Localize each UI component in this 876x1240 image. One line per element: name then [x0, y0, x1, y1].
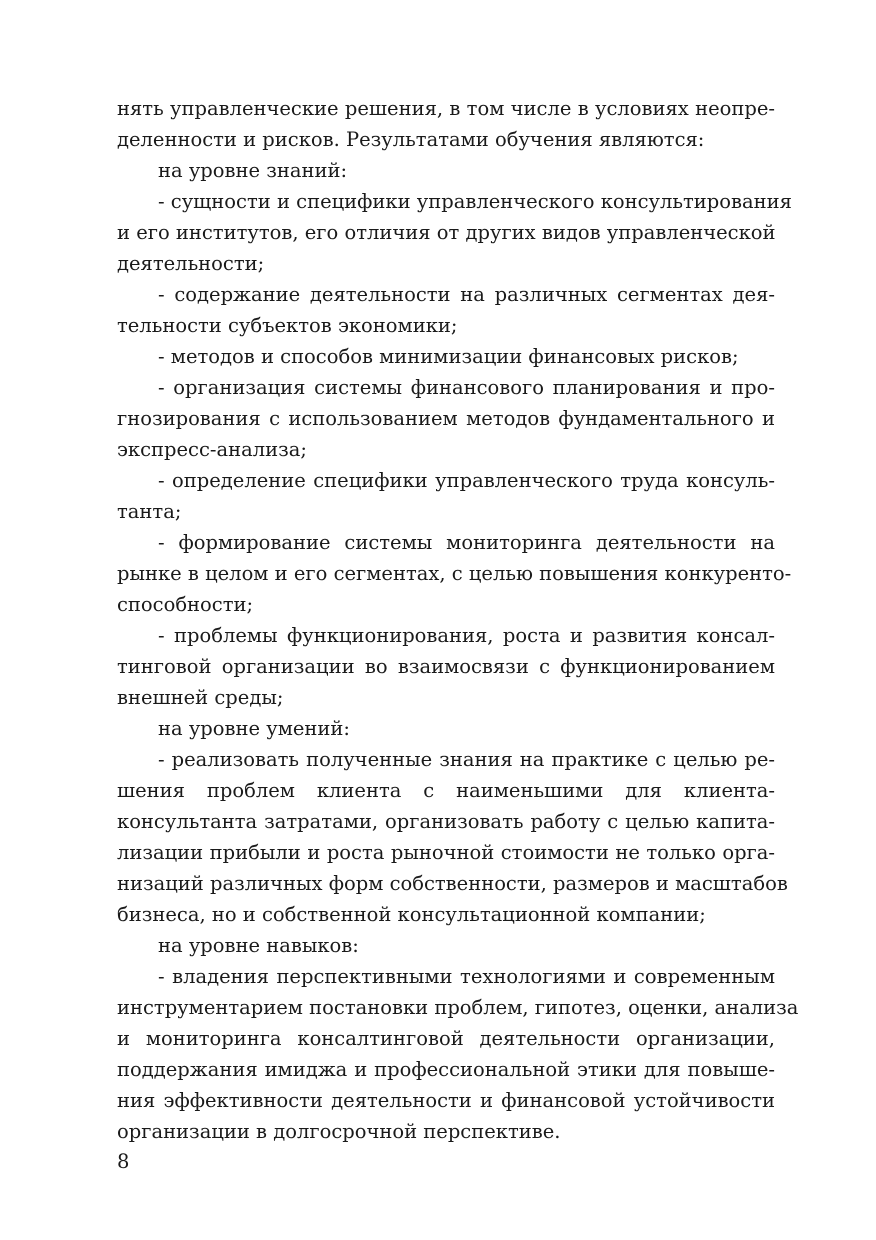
section-heading-skills: на уровне умений: [158, 717, 350, 740]
section-heading-abilities: на уровне навыков: [158, 934, 359, 957]
text-line: организации в долгосрочной перспективе. [117, 1120, 561, 1143]
text-line: шения проблем клиента с наименьшими для клиента- [117, 779, 775, 802]
text-line: низаций различных форм собственности, размеров и масштабов [117, 872, 788, 895]
text-line: рынке в целом и его сегментах, с целью повышения конкуренто- [117, 562, 792, 585]
text-line: поддержания имиджа и профессиональной этики для повыше- [117, 1058, 775, 1081]
text-line: - формирование системы мониторинга деятельности на [158, 531, 775, 554]
text-line: консультанта затратами, организовать работу с целью капита- [117, 810, 775, 833]
text-line: - организация системы финансового планирования и про- [158, 376, 775, 399]
text-line: тинговой организации во взаимосвязи с функционированием [117, 655, 775, 678]
text-line: нять управленческие решения, в том числе в условиях неопре- [117, 97, 775, 120]
text-line: - проблемы функционирования, роста и развития консал- [158, 624, 775, 647]
text-line: - методов и способов минимизации финансовых рисков; [158, 345, 739, 368]
page-number: 8 [117, 1150, 130, 1173]
text-line: и мониторинга консалтинговой деятельности организации, [117, 1027, 775, 1050]
text-line: деятельности; [117, 252, 265, 275]
text-line: бизнеса, но и собственной консультационной компании; [117, 903, 706, 926]
text-line: гнозирования с использованием методов фундаментального и [117, 407, 775, 430]
text-line: лизации прибыли и роста рыночной стоимости не только орга- [117, 841, 775, 864]
text-line: деленности и рисков. Результатами обучения являются: [117, 128, 705, 151]
text-line: внешней среды; [117, 686, 284, 709]
text-line: экспресс-анализа; [117, 438, 307, 461]
text-line: ния эффективности деятельности и финансовой устойчивости [117, 1089, 775, 1112]
text-line: - определение специфики управленческого труда консуль- [158, 469, 775, 492]
text-line: - содержание деятельности на различных сегментах дея- [158, 283, 775, 306]
text-line: и его институтов, его отличия от других видов управленческой [117, 221, 776, 244]
body-text [117, 93, 799, 1147]
text-line: - реализовать полученные знания на практике с целью ре- [158, 748, 775, 771]
text-line: тельности субъектов экономики; [117, 314, 458, 337]
text-line: способности; [117, 593, 254, 616]
text-line: танта; [117, 500, 182, 523]
text-line: инструментарием постановки проблем, гипотез, оценки, анализа [117, 996, 799, 1019]
section-heading-knowledge: на уровне знаний: [158, 159, 348, 182]
text-line: - сущности и специфики управленческого консультирования [158, 190, 792, 213]
text-line: - владения перспективными технологиями и современным [158, 965, 775, 988]
